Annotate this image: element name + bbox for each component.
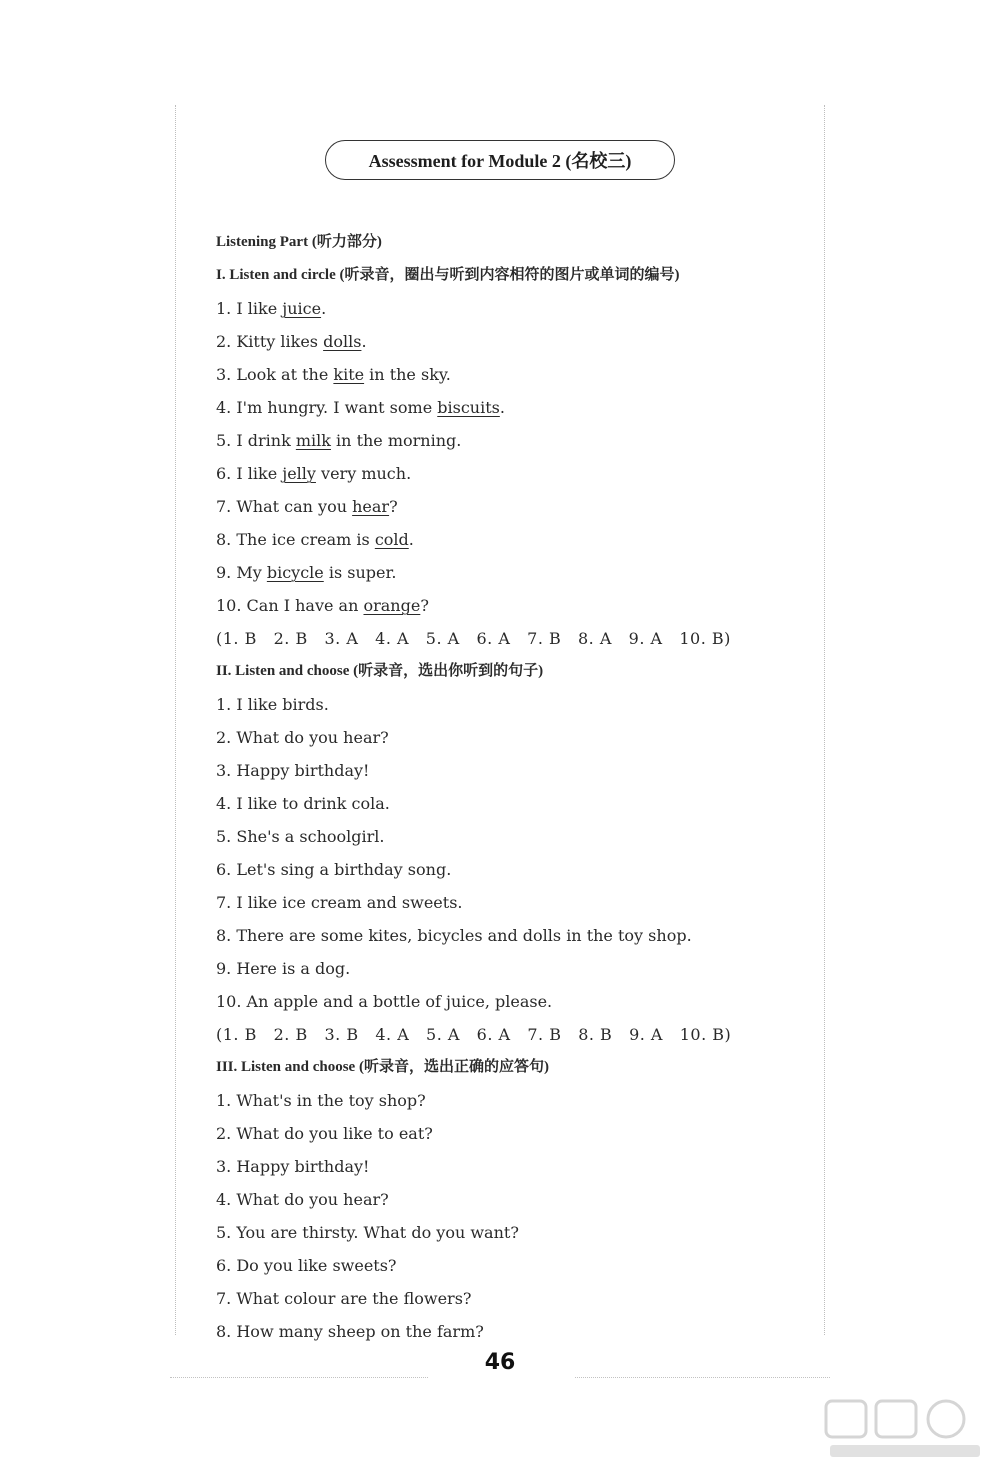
list-item bbox=[216, 754, 816, 787]
underlined-keyword: kite bbox=[333, 365, 365, 384]
section-heading bbox=[216, 1051, 816, 1084]
footer-divider-left bbox=[170, 1377, 428, 1378]
item-text: 8. There are some kites, bicycles and dolls in the toy shop. bbox=[216, 926, 692, 945]
watermark-logo-icon bbox=[820, 1395, 990, 1465]
item-text: 7. What colour are the flowers? bbox=[216, 1289, 472, 1308]
list-item bbox=[216, 1084, 816, 1117]
list-item bbox=[216, 820, 816, 853]
list-item bbox=[216, 919, 816, 952]
list-item bbox=[216, 1150, 816, 1183]
item-text: 5. She's a schoolgirl. bbox=[216, 827, 385, 846]
right-page-border bbox=[824, 105, 825, 1335]
item-text: in the sky. bbox=[364, 365, 451, 384]
underlined-keyword: orange bbox=[363, 596, 421, 615]
item-text: 10. Can I have an bbox=[216, 596, 364, 615]
item-text: . bbox=[321, 299, 327, 318]
underlined-keyword: biscuits bbox=[437, 398, 500, 417]
list-item bbox=[216, 853, 816, 886]
item-text: ? bbox=[420, 596, 429, 615]
item-text: 1. I like bbox=[216, 299, 283, 318]
item-text: 1. What's in the toy shop? bbox=[216, 1091, 426, 1110]
item-text: 5. You are thirsty. What do you want? bbox=[216, 1223, 519, 1242]
item-text: 7. What can you bbox=[216, 497, 353, 516]
item-text: in the morning. bbox=[330, 431, 462, 450]
section-heading-text: I. Listen and circle (听录音，圈出与听到内容相符的图片或单词的编号) bbox=[216, 267, 680, 283]
left-page-border bbox=[175, 105, 176, 1335]
answer-key bbox=[216, 622, 816, 655]
list-item bbox=[216, 1315, 816, 1348]
item-text: 8. The ice cream is bbox=[216, 530, 375, 549]
list-item bbox=[216, 985, 816, 1018]
item-text: . bbox=[499, 398, 505, 417]
list-item bbox=[216, 391, 816, 424]
list-item bbox=[216, 1282, 816, 1315]
section-heading-text: III. Listen and choose (听录音，选出正确的应答句) bbox=[216, 1059, 549, 1075]
section-heading bbox=[216, 259, 816, 292]
list-item bbox=[216, 1183, 816, 1216]
list-item bbox=[216, 952, 816, 985]
underlined-keyword: jelly bbox=[282, 464, 316, 483]
item-text: 3. Happy birthday! bbox=[216, 761, 370, 780]
answer-key bbox=[216, 1018, 816, 1051]
list-item bbox=[216, 424, 816, 457]
item-text: 9. Here is a dog. bbox=[216, 959, 351, 978]
list-item bbox=[216, 523, 816, 556]
section-heading bbox=[216, 655, 816, 688]
page-title: Assessment for Module 2 (名校三) bbox=[325, 140, 675, 180]
answer-key-text: (1. B 2. B 3. B 4. A 5. A 6. A 7. B 8. B 9. A 10. B) bbox=[216, 1025, 732, 1044]
list-item bbox=[216, 292, 816, 325]
item-text: is super. bbox=[323, 563, 397, 582]
page-number: 46 bbox=[484, 1350, 516, 1375]
item-text: 8. How many sheep on the farm? bbox=[216, 1322, 484, 1341]
item-text: 5. I drink bbox=[216, 431, 296, 450]
list-item bbox=[216, 721, 816, 754]
item-text: 6. Do you like sweets? bbox=[216, 1256, 397, 1275]
item-text: 10. An apple and a bottle of juice, please. bbox=[216, 992, 553, 1011]
underlined-keyword: hear bbox=[352, 497, 390, 516]
answer-key-text: (1. B 2. B 3. A 4. A 5. A 6. A 7. B 8. A 9. A 10. B) bbox=[216, 629, 731, 648]
list-item bbox=[216, 358, 816, 391]
underlined-keyword: juice bbox=[282, 299, 322, 318]
item-text: 4. I'm hungry. I want some bbox=[216, 398, 438, 417]
item-text: 3. Happy birthday! bbox=[216, 1157, 370, 1176]
item-text: 1. I like birds. bbox=[216, 695, 329, 714]
list-item bbox=[216, 589, 816, 622]
item-text: 7. I like ice cream and sweets. bbox=[216, 893, 463, 912]
list-item bbox=[216, 556, 816, 589]
list-item bbox=[216, 490, 816, 523]
item-text: 2. What do you like to eat? bbox=[216, 1124, 433, 1143]
item-text: . bbox=[408, 530, 414, 549]
section-heading bbox=[216, 226, 816, 259]
item-text: 3. Look at the bbox=[216, 365, 334, 384]
list-item bbox=[216, 457, 816, 490]
item-text: very much. bbox=[315, 464, 412, 483]
list-item bbox=[216, 688, 816, 721]
item-text: 4. What do you hear? bbox=[216, 1190, 389, 1209]
list-item bbox=[216, 1117, 816, 1150]
item-text: ? bbox=[389, 497, 398, 516]
item-text: 2. What do you hear? bbox=[216, 728, 389, 747]
item-text: 4. I like to drink cola. bbox=[216, 794, 390, 813]
underlined-keyword: cold bbox=[374, 530, 409, 549]
underlined-keyword: dolls bbox=[323, 332, 362, 351]
list-item bbox=[216, 886, 816, 919]
item-text: 2. Kitty likes bbox=[216, 332, 324, 351]
item-text: 6. I like bbox=[216, 464, 283, 483]
list-item bbox=[216, 1216, 816, 1249]
list-item bbox=[216, 787, 816, 820]
item-text: 6. Let's sing a birthday song. bbox=[216, 860, 452, 879]
list-item bbox=[216, 325, 816, 358]
list-item bbox=[216, 1249, 816, 1282]
answer-content bbox=[216, 226, 816, 1348]
underlined-keyword: bicycle bbox=[266, 563, 324, 582]
item-text: 9. My bbox=[216, 563, 267, 582]
underlined-keyword: milk bbox=[295, 431, 331, 450]
section-heading-text: Listening Part (听力部分) bbox=[216, 234, 382, 250]
section-heading-text: II. Listen and choose (听录音，选出你听到的句子) bbox=[216, 663, 544, 679]
item-text: . bbox=[361, 332, 367, 351]
footer-divider-right bbox=[575, 1377, 830, 1378]
